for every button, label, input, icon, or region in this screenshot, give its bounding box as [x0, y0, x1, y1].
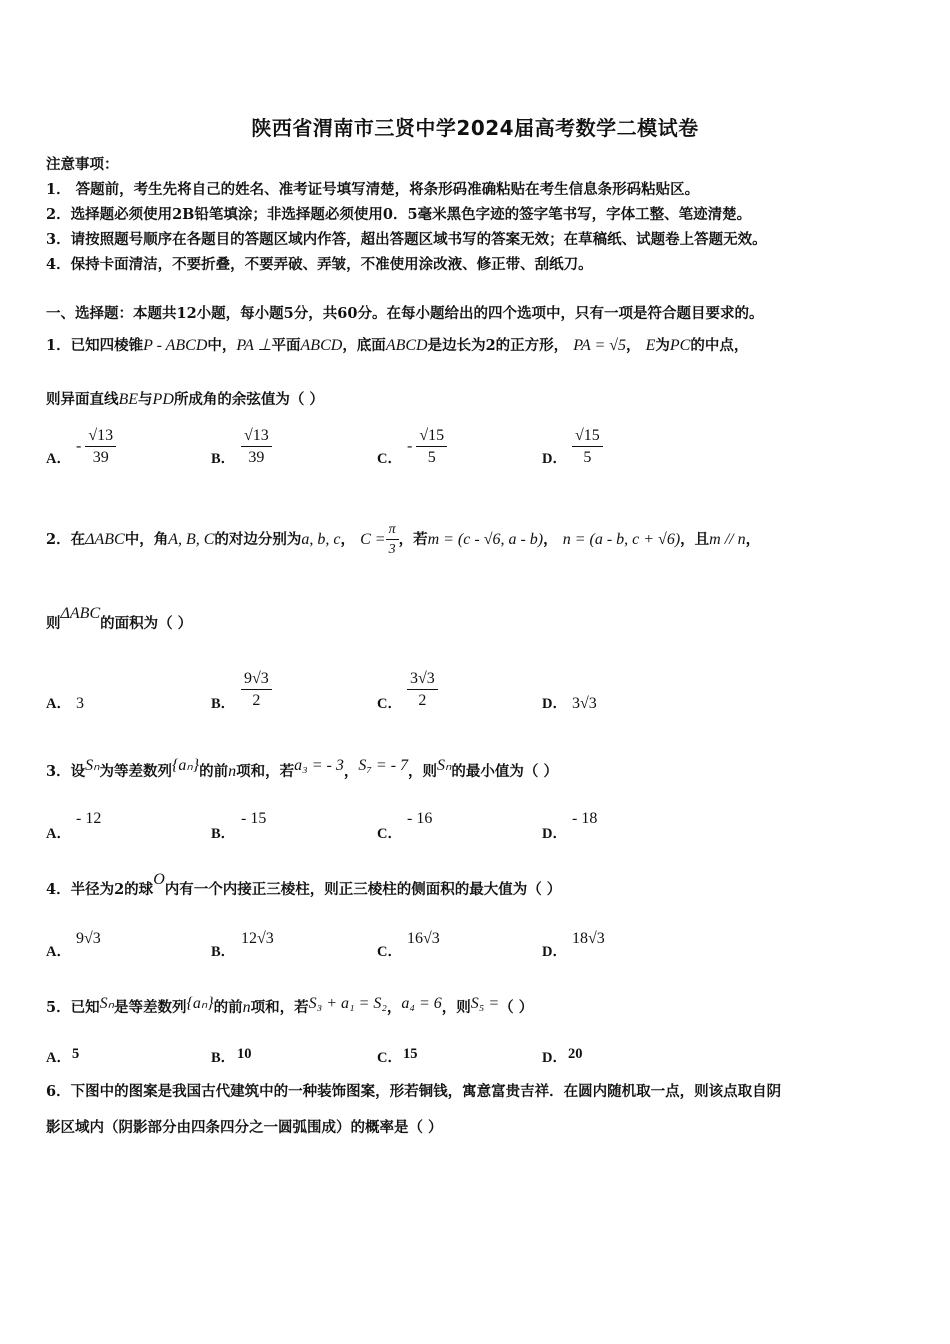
- question-6-stem-line2: 影区域内（阴影部分由四条四分之一圆弧围成）的概率是（ ）: [46, 1119, 443, 1136]
- notice-heading: 注意事项：: [46, 156, 119, 173]
- question-3-stem: 3．设Sₙ为等差数列{aₙ}的前n项和，若a₃ = - 3，S₇ = - 7，则Sₙ的最小值为（ ）: [46, 757, 558, 780]
- notice-item-4: 4．保持卡面清洁，不要折叠，不要弄破、弄皱，不准使用涂改液、修正带、刮纸刀。: [46, 256, 593, 273]
- question-6-stem: 6．下图中的图案是我国古代建筑中的一种装饰图案，形若铜钱，寓意富贵吉祥．在圆内随机取一点，则该点取自阴: [46, 1083, 782, 1100]
- question-5-options: A． 5 B． 10 C． 15 D． 20: [46, 1046, 583, 1066]
- question-1-stem-line2: 则异面直线BE与PD所成角的余弦值为（ ）: [46, 391, 324, 408]
- question-2-stem-line2: 则ΔABC的面积为（ ）: [46, 605, 193, 632]
- question-4-stem: 4．半径为2的球O内有一个内接正三棱柱，则正三棱柱的侧面积的最大值为（ ）: [46, 871, 562, 898]
- question-3-options: A． - 12 B． - 15 C． - 16 D． - 18: [46, 810, 598, 842]
- page-title: 陕西省渭南市三贤中学2024届高考数学二模试卷: [251, 116, 699, 140]
- question-2-stem: 2．在ΔABC中，角A, B, C的对边分别为a, b, c， C = $\frac{\pi}{3}$ ，若m = (c - √6, a - b)， n = (a - b, c + √6)，且m // n，: [46, 522, 761, 557]
- question-1-options: A． - $\frac{√13}{39}$ B． $\frac{√13}{39}$ C． - $\frac{√15}{5}$ D． $\frac{√15}{5}$: [46, 425, 906, 485]
- notice-item-1: 1． 答题前，考生先将自己的姓名、准考证号填写清楚，将条形码准确粘贴在考生信息条形码粘贴区。: [46, 181, 700, 198]
- question-1-stem: 1．已知四棱锥P - ABCD中，PA ⊥平面ABCD，底面ABCD是边长为2的正方形， PA = √5， E为PC的中点，: [46, 337, 749, 354]
- notice-item-2: 2．选择题必须使用2B铅笔填涂；非选择题必须使用0．5毫米黑色字迹的签字笔书写，字体工整、笔迹清楚。: [46, 206, 752, 223]
- question-2-options: A． 3 B． $\frac{9√3}{2}$ C． $\frac{3√3}{2}$ D． 3√3: [46, 670, 597, 712]
- notice-item-3: 3．请按照题号顺序在各题目的答题区域内作答，超出答题区域书写的答案无效；在草稿纸、试题卷上答题无效。: [46, 231, 767, 248]
- question-4-options: A． 9√3 B． 12√3 C． 16√3 D． 18√3: [46, 930, 605, 960]
- question-5-stem: 5．已知Sₙ是等差数列{aₙ}的前n项和，若S₃ + a₁ = S₂，a₄ = 6，则S₅ =（ ）: [46, 995, 534, 1016]
- section-heading: 一、选择题：本题共12小题，每小题5分，共60分。在每小题给出的四个选项中，只有一项是符合题目要求的。: [46, 305, 764, 322]
